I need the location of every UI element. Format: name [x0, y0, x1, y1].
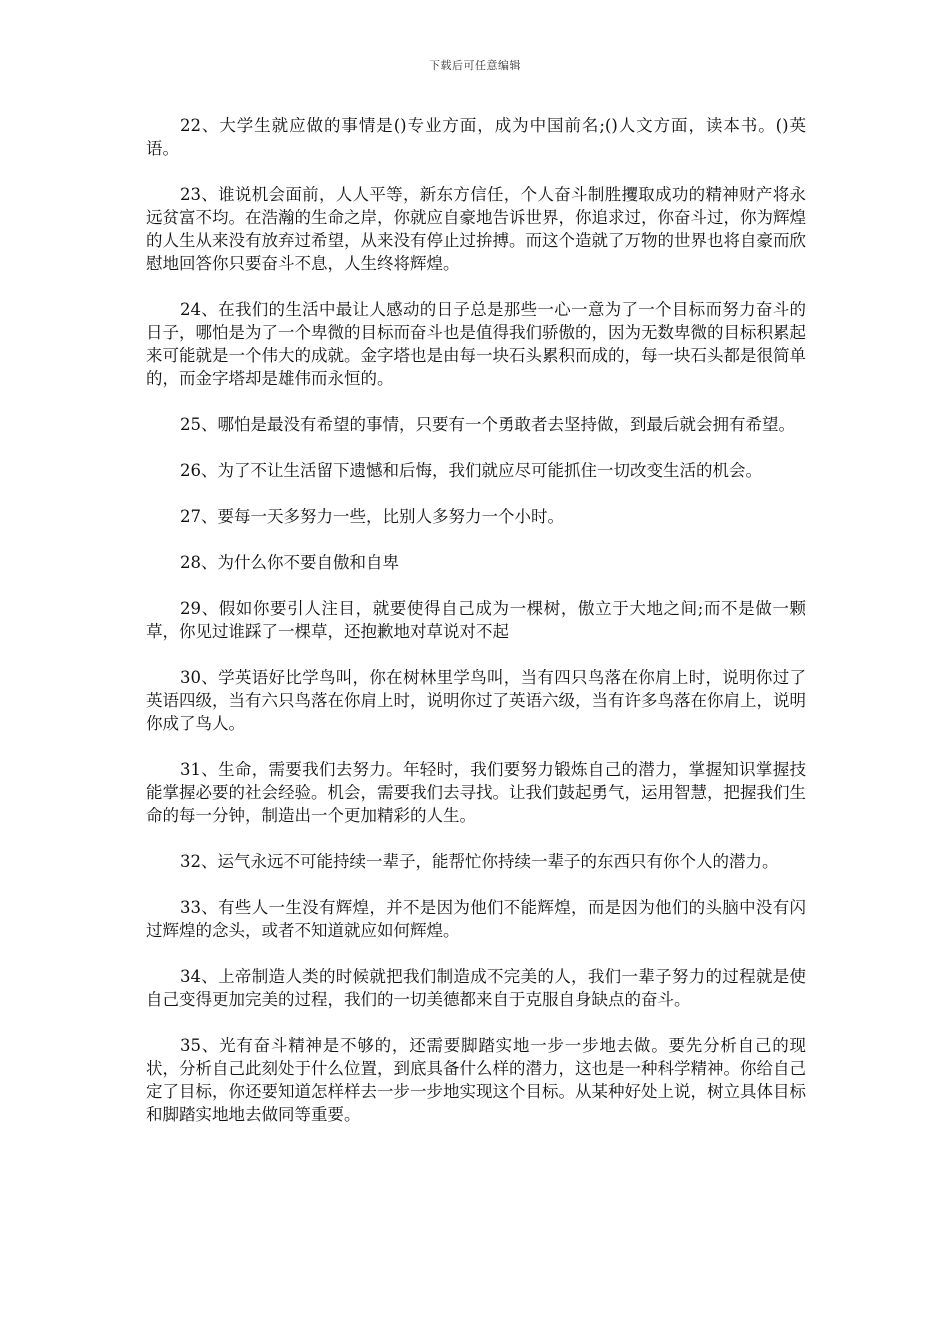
- paragraph-35: 35、光有奋斗精神是不够的，还需要脚踏实地一步一步地去做。要先分析自己的现状，分析自己此刻处于什么位置，到底具备什么样的潜力，这也是一种科学精神。你给自己定了目标，你还要知道怎样样去一步一步地实现这个目标。从某种好处上说，树立具体目标和脚踏实地地去做同等重要。: [146, 1036, 806, 1124]
- paragraph-33: 33、有些人一生没有辉煌，并不是因为他们不能辉煌，而是因为他们的头脑中没有闪过辉煌的念头，或者不知道就应如何辉煌。: [146, 898, 806, 940]
- paragraph-32: 32、运气永远不可能持续一辈子，能帮忙你持续一辈子的东西只有你个人的潜力。: [180, 852, 779, 871]
- paragraph-26: 26、为了不让生活留下遗憾和后悔，我们就应尽可能抓住一切改变生活的机会。: [180, 461, 762, 480]
- document-body: [146, 114, 806, 1149]
- paragraph-31: 31、生命，需要我们去努力。年轻时，我们要努力锻炼自己的潜力，掌握知识掌握技能掌握必要的社会经验。机会，需要我们去寻找。让我们鼓起勇气，运用智慧，把握我们生命的每一分钟，制造出一个更加精彩的人生。: [146, 760, 806, 825]
- paragraph-24: 24、在我们的生活中最让人感动的日子总是那些一心一意为了一个目标而努力奋斗的日子，哪怕是为了一个卑微的目标而奋斗也是值得我们骄傲的，因为无数卑微的目标积累起来可能就是一个伟大的成就。金字塔也是由每一块石头累积而成的，每一块石头都是很简单的，而金字塔却是雄伟而永恒的。: [146, 300, 806, 388]
- paragraph-30: 30、学英语好比学鸟叫，你在树林里学鸟叫，当有四只鸟落在你肩上时，说明你过了英语四级，当有六只鸟落在你肩上时，说明你过了英语六级，当有许多鸟落在你肩上，说明你成了鸟人。: [146, 668, 806, 733]
- paragraph-22: 22、大学生就应做的事情是()专业方面，成为中国前名;()人文方面，读本书。()英语。: [146, 116, 806, 158]
- paragraph-28: 28、为什么你不要自傲和自卑: [180, 553, 399, 572]
- paragraph-23: 23、谁说机会面前，人人平等，新东方信任，个人奋斗制胜攫取成功的精神财产将永远贫富不均。在浩瀚的生命之岸，你就应自豪地告诉世界，你追求过，你奋斗过，你为辉煌的人生从来没有放弃过希望，从来没有停止过拚搏。而这个造就了万物的世界也将自豪而欣慰地回答你只要奋斗不息，人生终将辉煌。: [146, 185, 806, 273]
- paragraph-29: 29、假如你要引人注目，就要使得自己成为一棵树，傲立于大地之间;而不是做一颗草，你见过谁踩了一棵草，还抱歉地对草说对不起: [146, 599, 806, 641]
- page-header: 下载后可任意编辑: [429, 59, 521, 72]
- paragraph-25: 25、哪怕是最没有希望的事情，只要有一个勇敢者去坚持做，到最后就会拥有希望。: [180, 415, 795, 434]
- paragraph-27: 27、要每一天多努力一些，比别人多努力一个小时。: [180, 507, 564, 526]
- paragraph-34: 34、上帝制造人类的时候就把我们制造成不完美的人，我们一辈子努力的过程就是使自己变得更加完美的过程，我们的一切美德都来自于克服自身缺点的奋斗。: [146, 967, 806, 1009]
